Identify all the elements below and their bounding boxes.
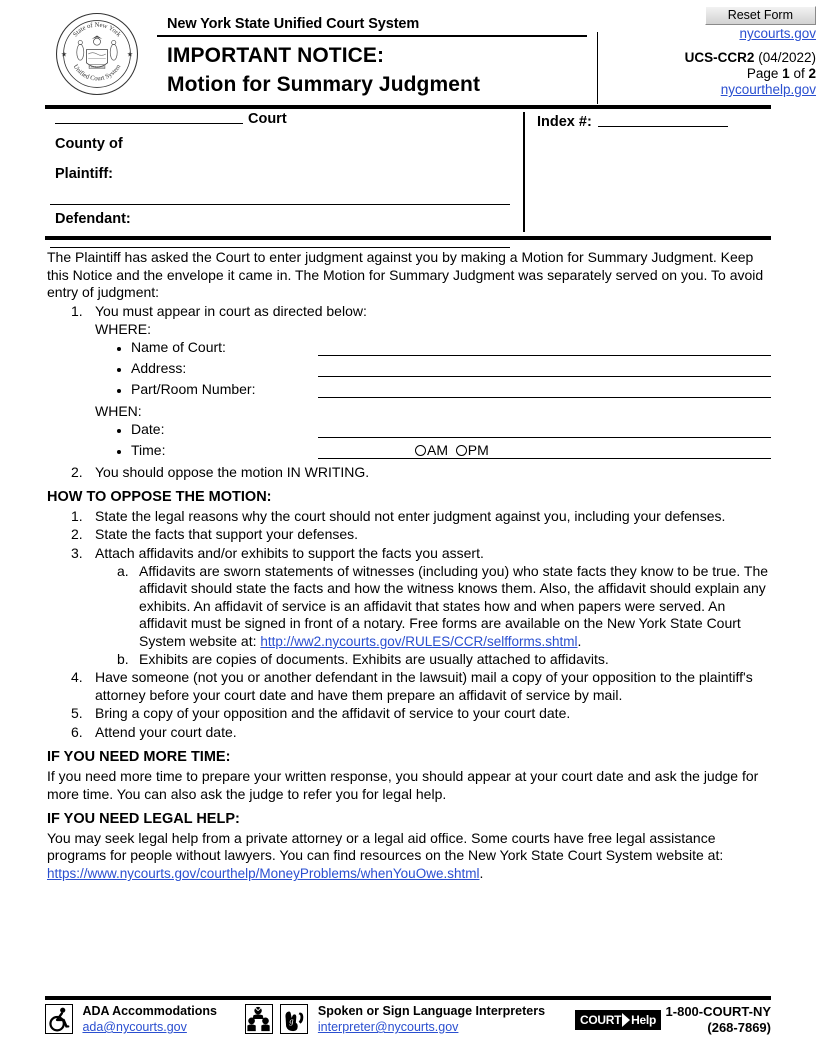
case-caption-block — [45, 110, 771, 234]
pm-label: PM — [467, 441, 489, 458]
hands-icon-svg — [281, 1005, 307, 1033]
list-item — [47, 464, 771, 482]
courthelp-logo-block — [575, 1010, 661, 1030]
name-of-court-input[interactable] — [318, 355, 771, 356]
caption-right — [537, 110, 771, 130]
item-marker: 5. — [71, 705, 83, 722]
page-of-word: of — [793, 66, 805, 81]
list-item — [47, 526, 771, 544]
item-marker: 4. — [71, 669, 83, 686]
header-title-block — [157, 4, 597, 104]
bullet-icon — [117, 450, 121, 454]
list-item — [47, 303, 771, 321]
svg-text:★: ★ — [126, 51, 134, 59]
intro-paragraph: The Plaintiff has asked the Court to enter judgment against you by making a Motion for Summary Judgment. Keep this Notice and the envelope it came in. The Motion for Summary Judgment was separately served on you. To avoid entry of judgment: — [47, 249, 764, 301]
agency-name: New York State Unified Court System — [167, 16, 420, 32]
page-number-line — [605, 66, 816, 81]
part-room-label: Part/Room Number: — [131, 380, 256, 397]
appear-instructions-list-2 — [47, 464, 771, 482]
interpreter-label: Spoken or Sign Language Interpreters — [317, 1004, 546, 1018]
more-time-heading: IF YOU NEED MORE TIME: — [47, 749, 231, 766]
field-row-name-of-court — [95, 339, 771, 360]
affidavit-sublist — [47, 563, 771, 669]
list-item — [47, 669, 771, 704]
sub-a-text: Affidavits are sworn statements of witnesses (including you) who state facts they know to be true. The affidavit should state the facts and how the witness knows them. Also, the affidavit should explain any exhibits. An affidavit of service is an affidavit that states how and when papers were served. An affidavit must be signed in front of a notary. Free forms are available on the New York State Court System website at: — [139, 562, 769, 649]
item-marker: 2. — [71, 526, 83, 543]
whenyouowe-link[interactable]: https://www.nycourts.gov/courthelp/MoneyProblems/whenYouOwe.shtml — [47, 866, 480, 882]
item-text: Attend your court date. — [95, 723, 237, 740]
list-item — [47, 508, 771, 526]
list-item — [95, 651, 771, 669]
item-text: Have someone (not you or another defendant in the lawsuit) mail a copy of your opposition to the plaintiff's attorney before your court date and have them prepare an affidavit of service by mail. — [95, 669, 753, 703]
am-label: AM — [427, 441, 448, 458]
ada-text-block — [82, 1004, 217, 1035]
interpreters-block — [245, 1004, 545, 1035]
svg-text:State of New York: State of New York — [71, 21, 123, 39]
item1-text: You must appear in court as directed below: — [95, 302, 367, 319]
court-word-label: Court — [248, 111, 287, 127]
selfforms-link[interactable]: http://ww2.nycourts.gov/RULES/CCR/selfforms.shtml — [260, 633, 578, 649]
header-bottom-bar — [45, 105, 771, 109]
form-code-line — [605, 50, 816, 65]
ada-label: ADA Accommodations — [82, 1004, 217, 1018]
phone-line-1: 1-800-COURT-NY — [665, 1004, 771, 1019]
ada-accommodations-block — [45, 1004, 217, 1035]
defendant-input-line[interactable] — [50, 247, 510, 248]
notice-title-line1: IMPORTANT NOTICE: — [167, 44, 385, 67]
phone-block — [663, 1004, 771, 1036]
oppose-list — [47, 508, 771, 563]
item-marker: a. — [117, 562, 129, 579]
courthelp-word-help: Help — [631, 1013, 656, 1027]
people-group-icon — [245, 1004, 273, 1034]
caption-left — [45, 110, 515, 248]
item-marker: b. — [117, 650, 129, 667]
item-text: State the facts that support your defenses. — [95, 526, 359, 543]
interpreter-text-block — [318, 1004, 545, 1035]
wheelchair-accessibility-icon — [45, 1004, 73, 1034]
where-label: WHERE: — [95, 321, 151, 338]
item-marker: 1. — [71, 302, 83, 319]
am-radio-button[interactable] — [415, 445, 426, 456]
header-right-block — [605, 4, 816, 97]
appear-instructions-list — [47, 303, 771, 321]
page-word: Page — [746, 66, 779, 81]
courthelp-link-wrap — [605, 82, 816, 97]
bullet-icon — [117, 347, 121, 351]
item2-text: You should oppose the motion IN WRITING. — [95, 463, 370, 480]
defendant-label: Defendant: — [55, 211, 131, 227]
item-marker: 1. — [71, 507, 83, 524]
sub-a-period: . — [577, 632, 582, 649]
field-row-date — [95, 421, 771, 442]
item-text: State the legal reasons why the court should not enter judgment against you, including your defenses. — [95, 507, 726, 524]
caption-vertical-divider — [523, 112, 525, 232]
list-item — [47, 545, 771, 563]
index-number-input[interactable] — [598, 113, 728, 127]
footer-top-bar — [45, 996, 771, 1000]
date-input[interactable] — [318, 437, 771, 438]
court-name-row — [45, 110, 515, 132]
seal-icon — [53, 10, 141, 98]
where-fields — [47, 339, 771, 402]
when-fields — [47, 421, 771, 463]
county-label: County of — [55, 136, 123, 152]
bullet-icon — [117, 429, 121, 433]
courthelp-logo[interactable] — [575, 1010, 661, 1030]
date-label: Date: — [131, 420, 165, 437]
name-of-court-label: Name of Court: — [131, 338, 226, 355]
when-label: WHEN: — [95, 402, 142, 419]
sub-b-text: Exhibits are copies of documents. Exhibits are usually attached to affidavits. — [139, 650, 609, 667]
courthelp-word-court: COURT — [580, 1013, 622, 1027]
page-total: 2 — [808, 66, 816, 81]
legal-help-text: You may seek legal help from a private attorney or a legal aid office. Some courts have free legal assistance programs for people without lawyers. You can find resources on the New York State Court System website at: — [47, 829, 724, 864]
plaintiff-label: Plaintiff: — [55, 166, 113, 182]
wheelchair-icon-svg — [46, 1005, 72, 1033]
ampm-radio-group — [415, 442, 489, 460]
form-footer — [45, 996, 771, 1042]
legal-help-heading: IF YOU NEED LEGAL HELP: — [47, 811, 240, 828]
field-row-time — [95, 442, 771, 463]
ny-state-seal — [45, 10, 149, 102]
header-vertical-divider — [597, 32, 598, 104]
nycourthelp-gov-link[interactable]: nycourthelp.gov — [720, 82, 816, 97]
list-item — [47, 724, 771, 742]
item-text: Bring a copy of your opposition and the affidavit of service to your court date. — [95, 705, 571, 722]
court-name-input[interactable] — [55, 110, 243, 124]
part-room-input[interactable] — [318, 397, 771, 398]
reset-form-button[interactable]: Reset Form — [705, 6, 816, 25]
courthelp-arrow-icon — [622, 1013, 630, 1027]
nycourts-gov-link[interactable]: nycourts.gov — [739, 26, 816, 41]
phone-line-2: (268-7869) — [707, 1020, 771, 1035]
bullet-icon — [117, 368, 121, 372]
item-text: Attach affidavits and/or exhibits to support the facts you assert. — [95, 544, 484, 561]
legal-help-paragraph — [47, 830, 771, 883]
more-time-text: If you need more time to prepare your written response, you should appear at your court date and ask the judge for more time. You can also ask the judge to refer you for legal help. — [47, 768, 759, 802]
notice-title-line2: Motion for Summary Judgment — [167, 73, 481, 96]
form-code: UCS-CCR2 — [684, 50, 755, 65]
form-header — [45, 4, 816, 104]
address-label: Address: — [131, 359, 187, 376]
item-marker: 2. — [71, 463, 83, 480]
address-input[interactable] — [318, 376, 771, 377]
how-to-oppose-heading: HOW TO OPPOSE THE MOTION: — [47, 489, 272, 506]
bullet-icon — [117, 389, 121, 393]
index-label: Index #: — [537, 114, 592, 130]
svg-text:Unified Court System: Unified Court System — [71, 63, 123, 83]
time-label: Time: — [131, 441, 166, 458]
pm-radio-button[interactable] — [456, 445, 467, 456]
caption-bottom-bar — [45, 236, 771, 240]
sign-language-hands-icon — [280, 1004, 308, 1034]
svg-text:EXCELSIOR: EXCELSIOR — [88, 65, 106, 70]
plaintiff-input-line[interactable] — [50, 204, 510, 205]
list-item — [95, 563, 771, 651]
field-row-part-room — [95, 381, 771, 402]
form-revision: (04/2022) — [758, 50, 816, 65]
index-number-row — [537, 110, 771, 130]
time-input[interactable] — [318, 458, 771, 459]
form-body — [47, 249, 771, 883]
svg-text:g: g — [289, 1016, 294, 1026]
oppose-list-2 — [47, 669, 771, 741]
footer-content-row — [45, 1004, 771, 1040]
page-current: 1 — [782, 66, 790, 81]
svg-text:★: ★ — [60, 51, 68, 59]
ada-email-link[interactable]: ada@nycourts.gov — [82, 1020, 187, 1034]
legal-help-period: . — [479, 865, 484, 882]
people-icon-svg — [246, 1005, 272, 1033]
field-row-address — [95, 360, 771, 381]
interpreter-email-link[interactable]: interpreter@nycourts.gov — [317, 1020, 459, 1034]
item-marker: 6. — [71, 723, 83, 740]
list-item — [47, 705, 771, 723]
item-marker: 3. — [71, 544, 83, 561]
